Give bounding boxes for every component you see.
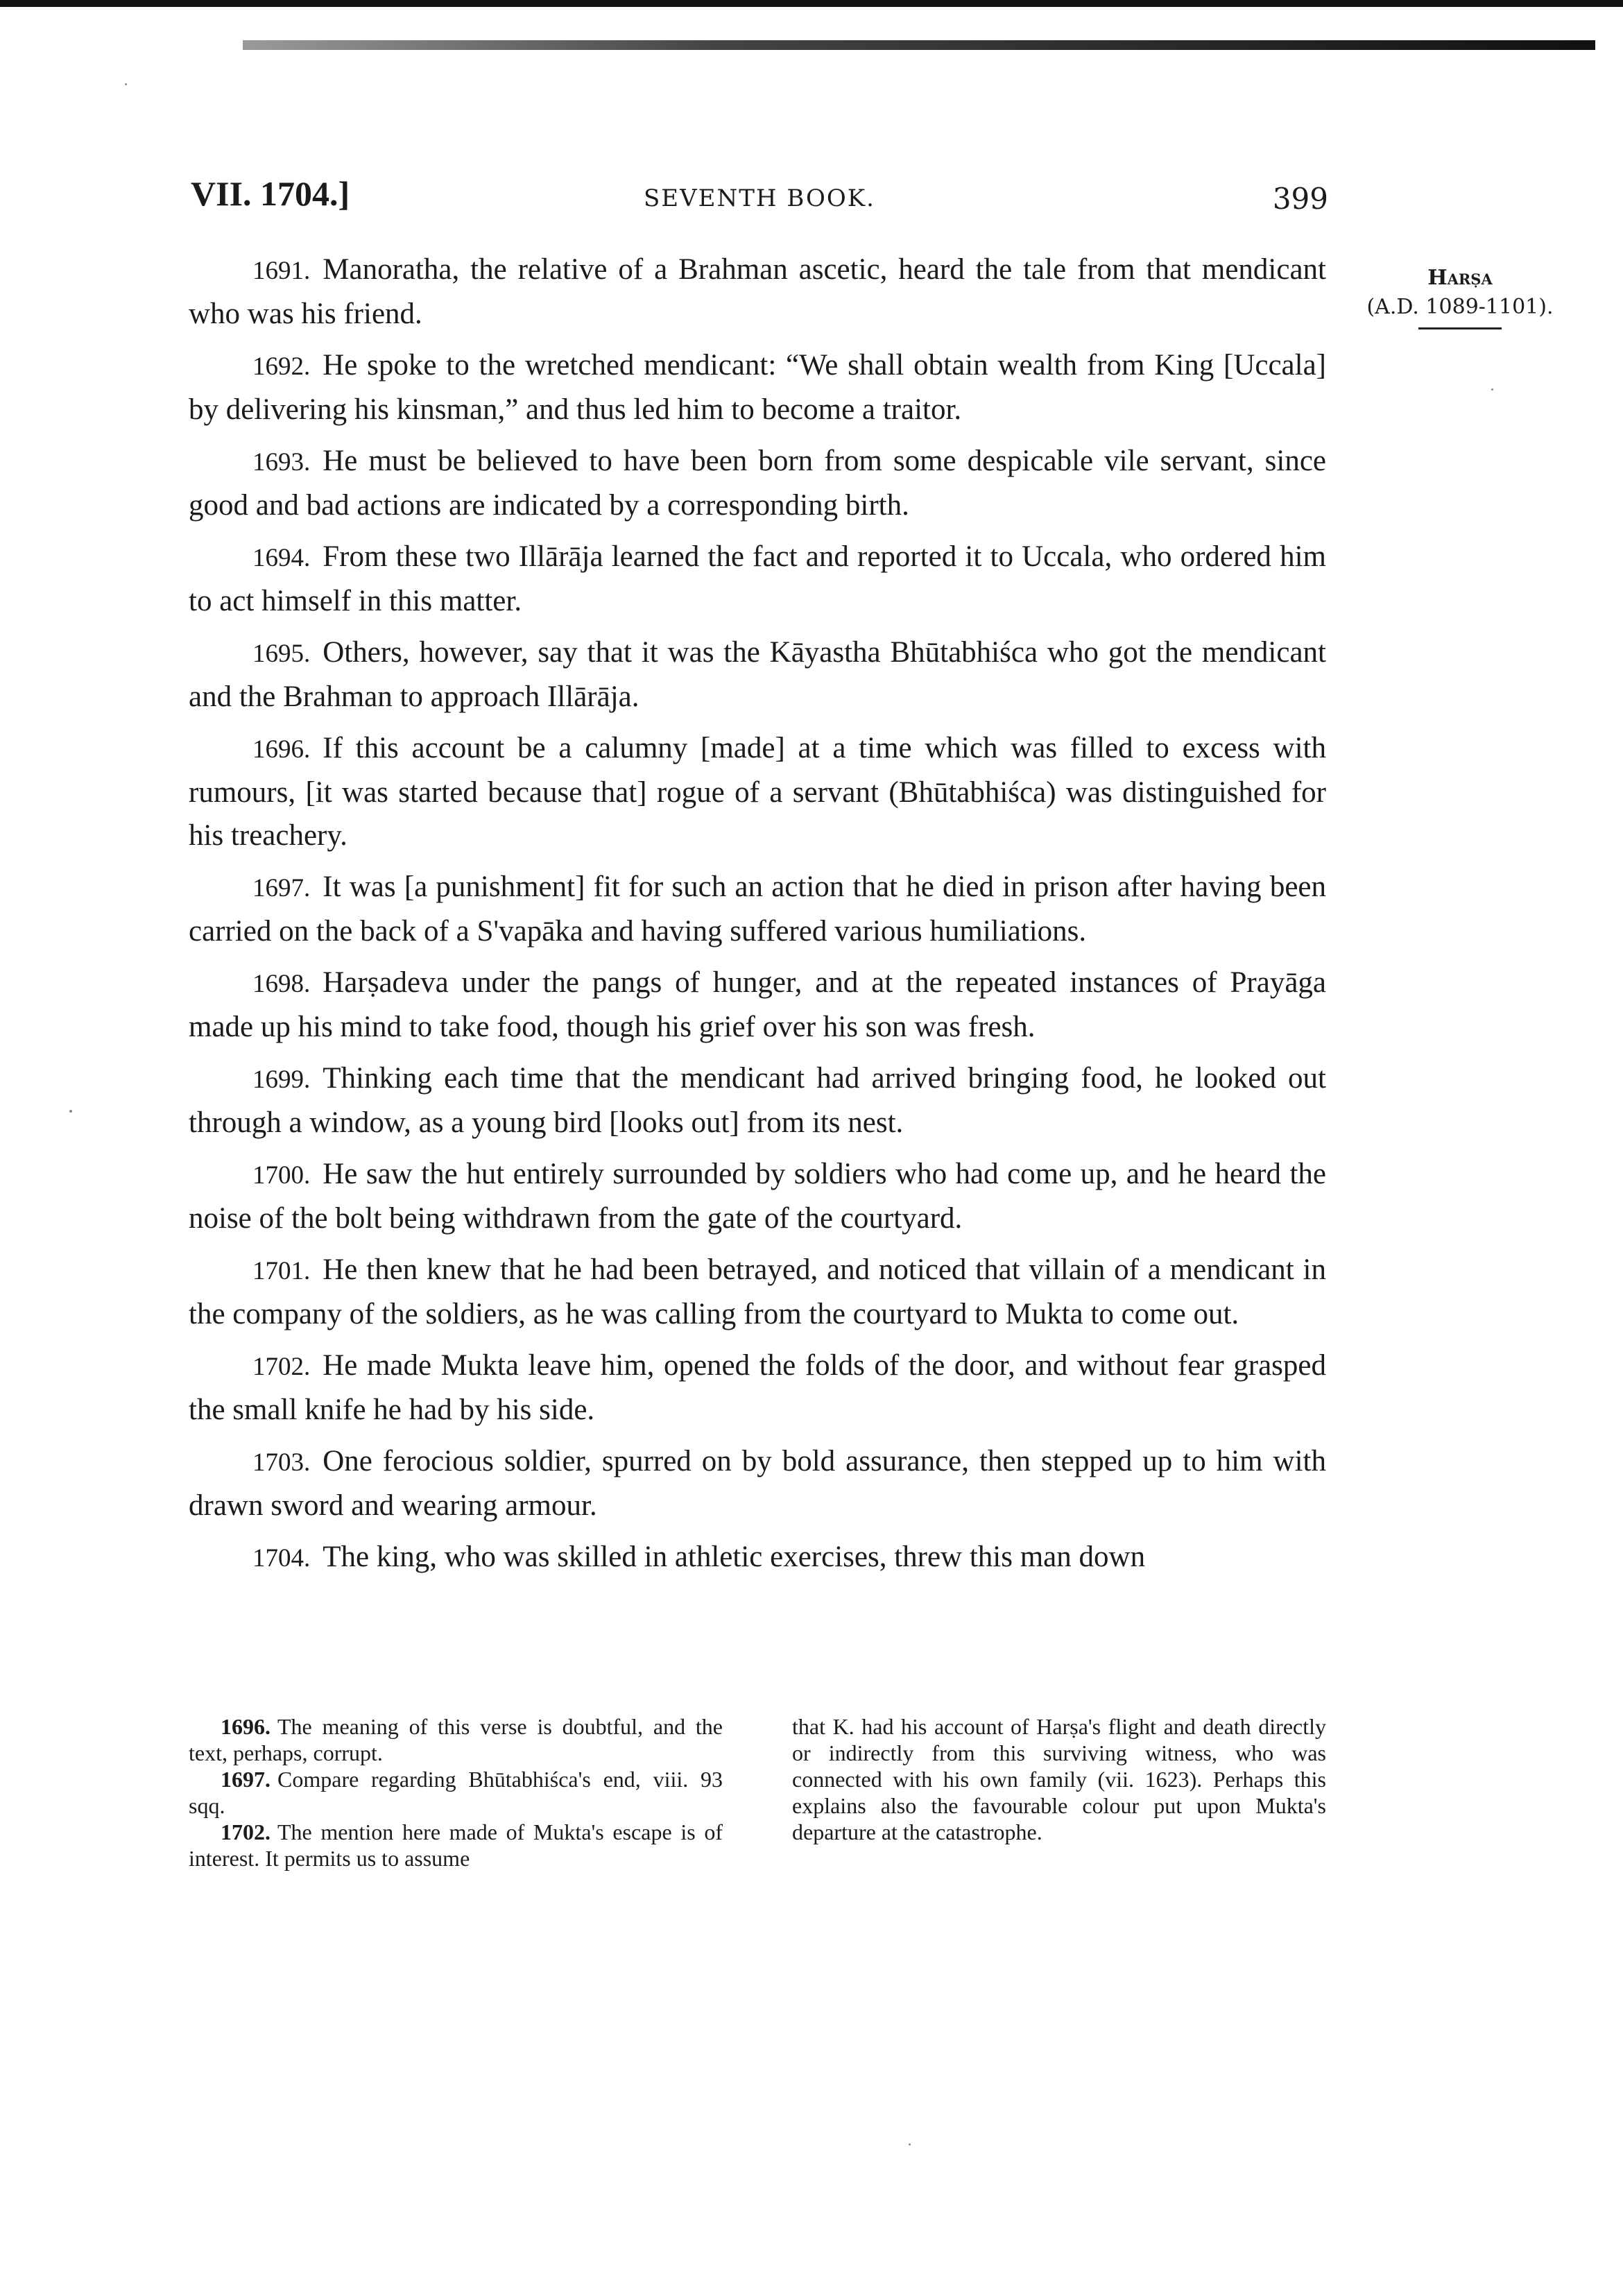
verse-number: 1703.: [252, 1448, 311, 1477]
footnote-text: Compare regarding Bhūtabhiśca's end, viii. 93 sqq.: [189, 1767, 723, 1818]
scan-speck: [69, 1110, 72, 1113]
verse-1698: [189, 961, 1326, 1049]
margin-note-rule: [1418, 327, 1502, 329]
verse-1696: [189, 727, 1326, 857]
footnote-text: The meaning of this verse is doubtful, and the text, perhaps, corrupt.: [189, 1714, 723, 1765]
verse-1704: [189, 1536, 1326, 1580]
footnote-number: 1697.: [221, 1767, 270, 1792]
verse-1702: [189, 1344, 1326, 1432]
verse-text: Manoratha, the relative of a Brahman ascetic, heard the tale from that mendicant who was his friend.: [189, 253, 1326, 330]
main-text: [189, 248, 1326, 1588]
verse-text: From these two Illārāja learned the fact and reported it to Uccala, who ordered him to act himself in this matter.: [189, 540, 1326, 617]
verse-number: 1701.: [252, 1257, 311, 1285]
verse-1691: [189, 248, 1326, 336]
verse-text: He spoke to the wretched mendicant: “We shall obtain wealth from King [Uccala] by delivering his kinsman,” and thus led him to become a traitor.: [189, 349, 1326, 426]
margin-note-dates: (A.D. 1089-1101).: [1366, 295, 1554, 319]
verse-text: If this account be a calumny [made] at a time which was filled to excess with rumours, [it was started because that] rogue of a servant (Bhūtabhiśca) was distinguished for his treachery.: [189, 732, 1326, 852]
scan-speck: [909, 2143, 911, 2145]
verse-number: 1699.: [252, 1065, 311, 1094]
verse-1699: [189, 1057, 1326, 1145]
footnotes-left-column: [189, 1713, 723, 1871]
verse-text: He then knew that he had been betrayed, and noticed that villain of a mendicant in the company of the soldiers, as he was calling from the courtyard to Mukta to come out.: [189, 1253, 1326, 1330]
verse-1694: [189, 536, 1326, 623]
verse-number: 1695.: [252, 640, 311, 668]
verse-text: He must be believed to have been born from some despicable vile servant, since good and bad actions are indicated by a corresponding birth.: [189, 445, 1326, 522]
verse-1700: [189, 1153, 1326, 1240]
verse-number: 1700.: [252, 1161, 311, 1190]
footnote-text: The mention here made of Mukta's escape is of interest. It permits us to assume: [189, 1819, 723, 1871]
header-rule: [243, 40, 1595, 50]
verse-1703: [189, 1440, 1326, 1527]
verse-1697: [189, 866, 1326, 953]
verse-text: Others, however, say that it was the Kāyastha Bhūtabhiśca who got the mendicant and the Brahman to approach Illārāja.: [189, 636, 1326, 713]
verse-number: 1692.: [252, 352, 311, 381]
footnote-1702-continued: that K. had his account of Harṣa's flight and death directly or indirectly from this surviving witness, who was connected with his own family (vii. 1623). Perhaps this explains also the favourable colour put upon Mukta's departure at the catastrophe.: [792, 1714, 1326, 1844]
scan-speck: [1491, 388, 1493, 391]
verse-number: 1702.: [252, 1353, 311, 1381]
footnote-number: 1696.: [221, 1714, 270, 1739]
footnote-1697: [189, 1766, 723, 1819]
verse-1695: [189, 631, 1326, 719]
footnotes-right-column: [792, 1713, 1326, 1871]
footnote-1702: [189, 1819, 723, 1871]
verse-1693: [189, 440, 1326, 527]
verse-number: 1696.: [252, 735, 311, 764]
verse-1701: [189, 1249, 1326, 1336]
header-book-verse: VII. 1704.]: [191, 174, 350, 213]
verse-text: He made Mukta leave him, opened the folds of the door, and without fear grasped the small knife he had by his side.: [189, 1349, 1326, 1426]
verse-number: 1697.: [252, 874, 311, 902]
page-header: [191, 173, 1328, 229]
verse-number: 1693.: [252, 448, 311, 477]
verse-text: He saw the hut entirely surrounded by soldiers who had come up, and he heard the noise of the bolt being withdrawn from the gate of the courtyard.: [189, 1158, 1326, 1235]
verse-number: 1694.: [252, 544, 311, 572]
verse-1692: [189, 344, 1326, 431]
verse-text: Harṣadeva under the pangs of hunger, and at the repeated instances of Prayāga made up his mind to take food, though his grief over his son was fresh.: [189, 966, 1326, 1043]
page-number: 399: [1272, 182, 1328, 216]
header-book-title: SEVENTH BOOK.: [644, 185, 875, 212]
footnote-1696: [189, 1713, 723, 1766]
verse-text: The king, who was skilled in athletic exercises, threw this man down: [323, 1541, 1146, 1573]
verse-text: Thinking each time that the mendicant had arrived bringing food, he looked out through a window, as a young bird [looks out] from its nest.: [189, 1062, 1326, 1139]
verse-number: 1698.: [252, 970, 311, 998]
margin-note: [1363, 264, 1557, 329]
footnotes: [189, 1713, 1326, 1871]
footnote-number: 1702.: [221, 1819, 270, 1844]
scan-speck: [125, 83, 127, 85]
margin-note-title: Harṣa: [1427, 266, 1493, 290]
verse-number: 1691.: [252, 257, 311, 285]
verse-text: One ferocious soldier, spurred on by bold assurance, then stepped up to him with drawn sword and wearing armour.: [189, 1445, 1326, 1522]
verse-text: It was [a punishment] fit for such an action that he died in prison after having been carried on the back of a S'vapāka and having suffered various humiliations.: [189, 871, 1326, 948]
top-border-line: [0, 0, 1623, 7]
verse-number: 1704.: [252, 1544, 311, 1573]
